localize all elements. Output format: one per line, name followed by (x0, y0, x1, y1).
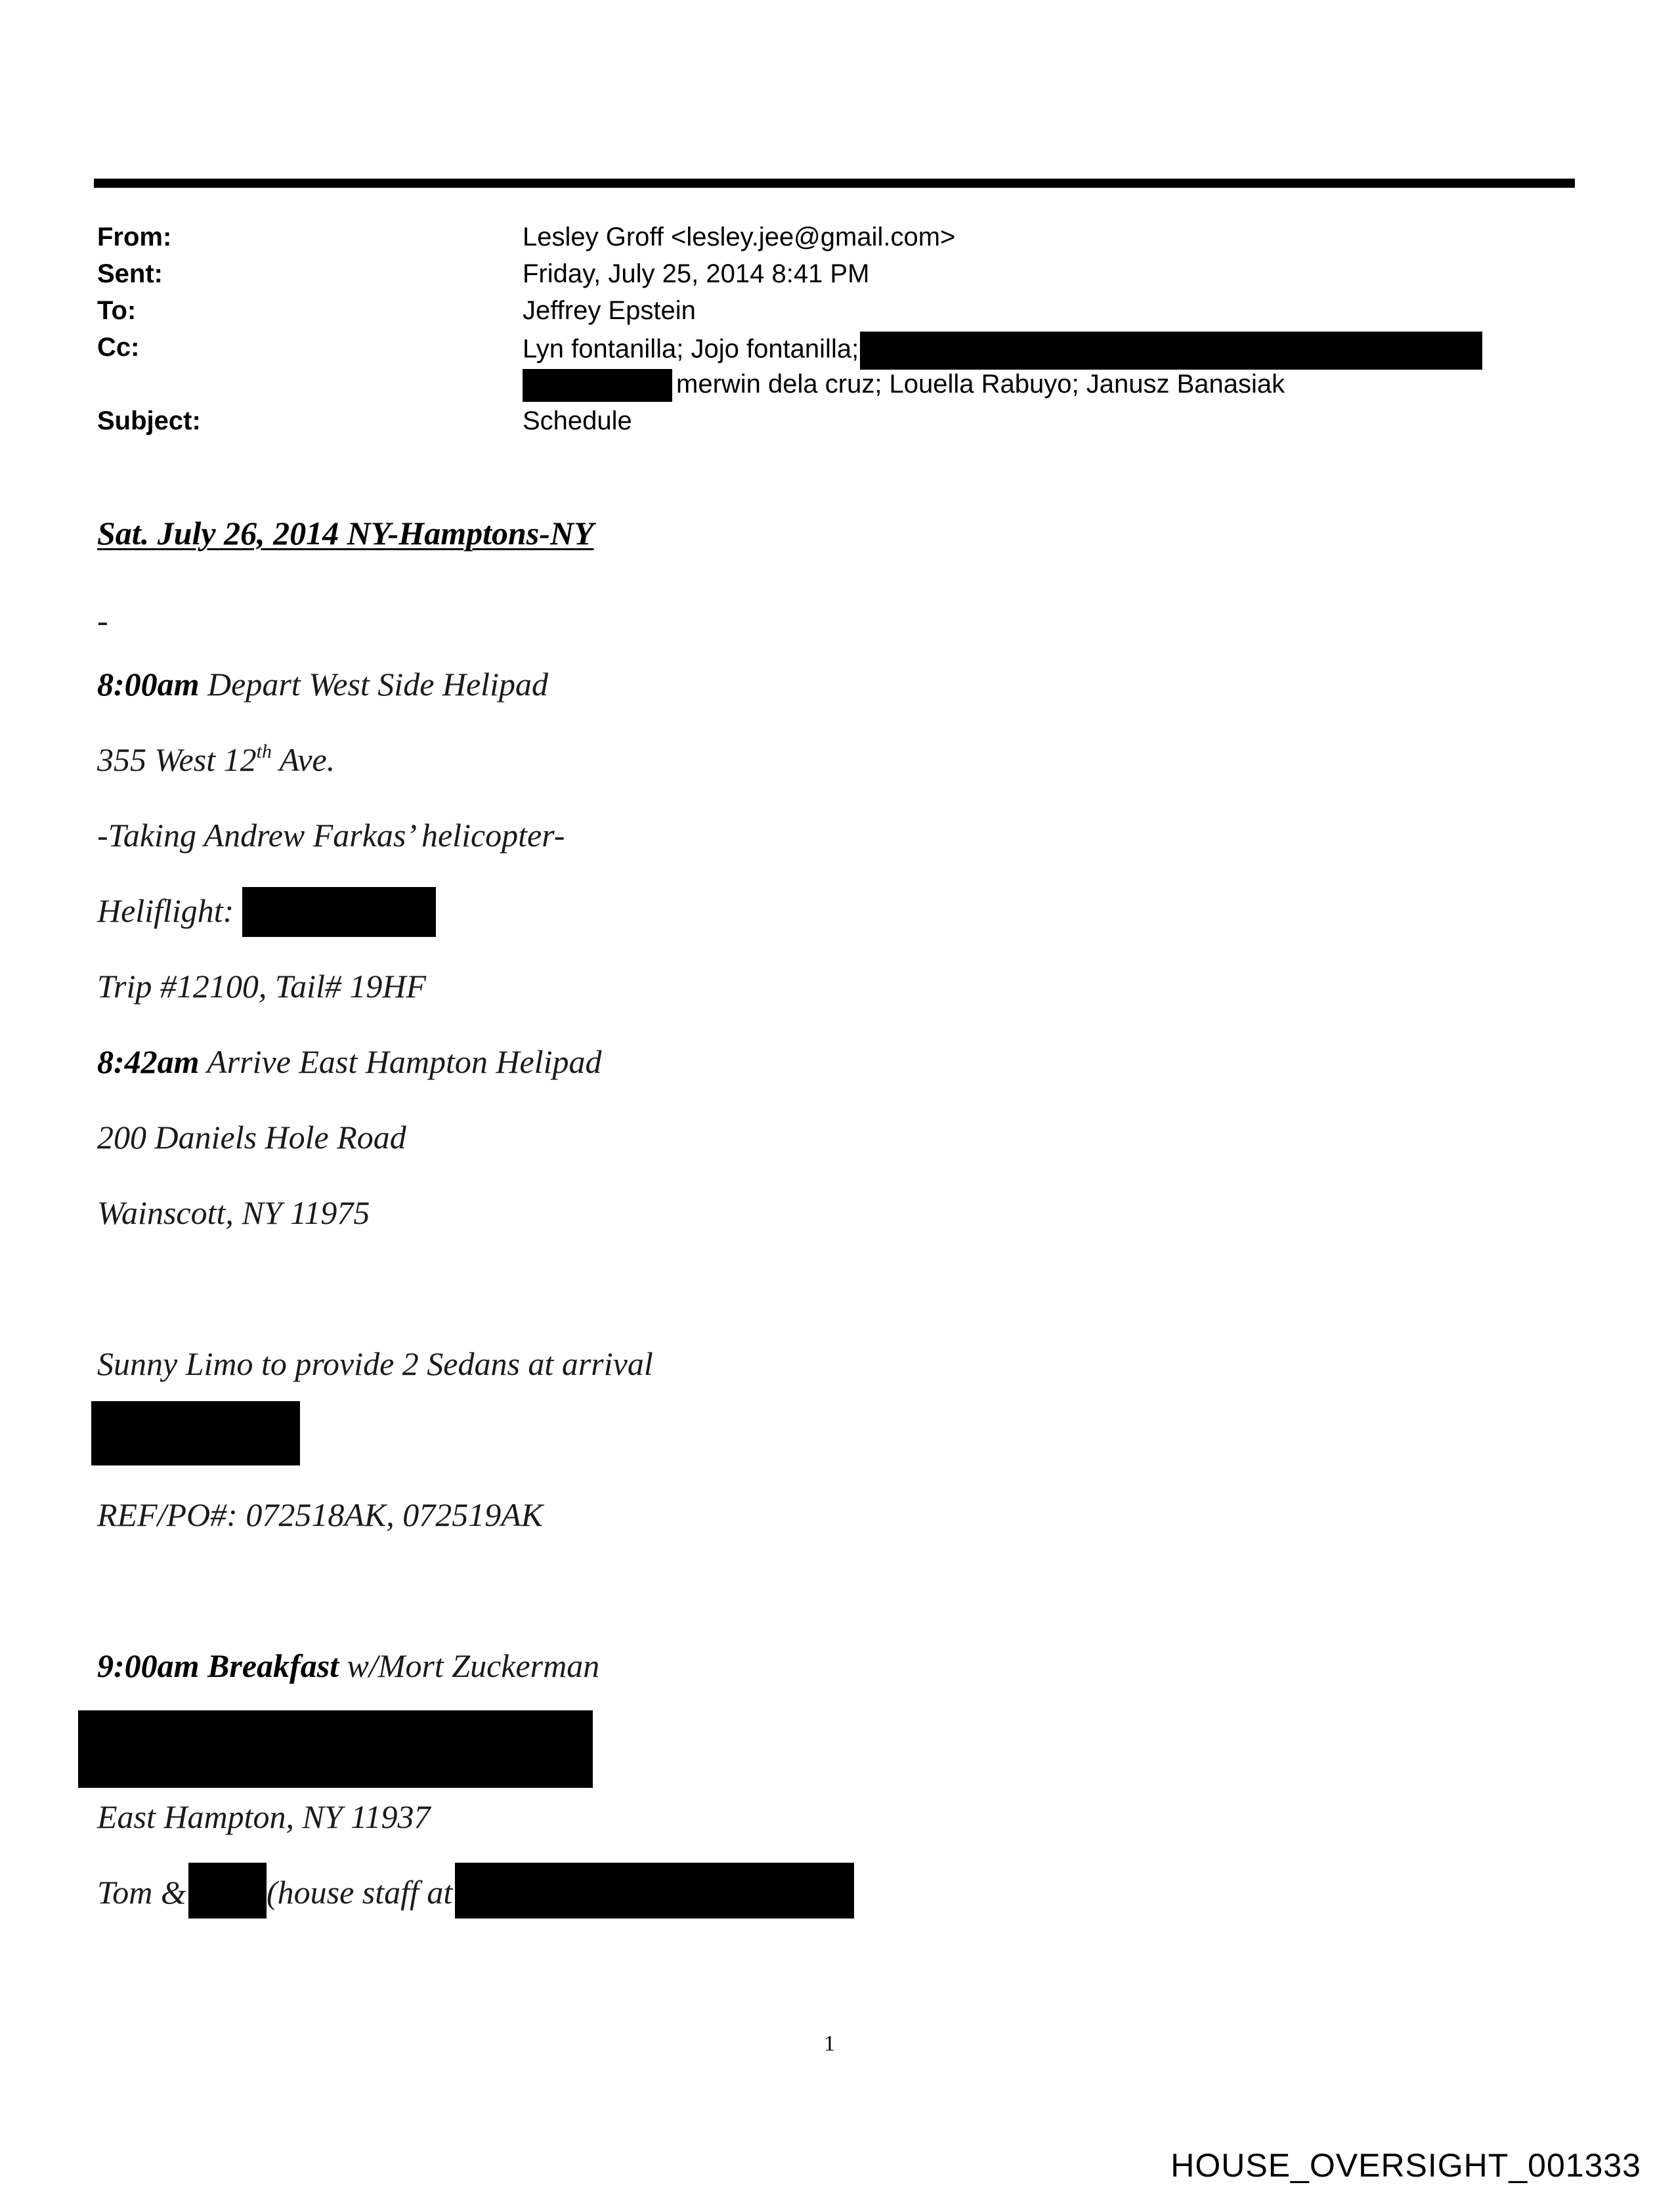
breakfast-line (97, 1646, 599, 1685)
helicopter-note: -Taking Andrew Farkas’ helicopter- (97, 817, 565, 854)
breakfast-city: East Hampton, NY 11937 (97, 1798, 431, 1835)
cc-label: Cc: (97, 333, 140, 362)
redaction-box (860, 332, 1482, 370)
redaction-box (78, 1710, 593, 1788)
arrive-address-1: 200 Daniels Hole Road (97, 1119, 406, 1156)
redaction-box (455, 1863, 854, 1919)
arrive-line (97, 1042, 601, 1081)
dash-line: - (97, 602, 108, 639)
from-value: Lesley Groff <lesley.jee@gmail.com> (523, 223, 956, 251)
heliflight-label: Heliflight: (97, 892, 234, 929)
cc-line-1 (523, 332, 1482, 370)
redaction-box (91, 1401, 300, 1465)
sent-value: Friday, July 25, 2014 8:41 PM (523, 259, 870, 288)
staff-line-start: Tom & (97, 1874, 186, 1911)
trip-info: Trip #12100, Tail# 19HF (97, 968, 427, 1005)
subject-label: Subject: (97, 406, 201, 435)
to-value: Jeffrey Epstein (523, 296, 696, 325)
depart-text: Depart West Side Helipad (207, 666, 548, 703)
arrive-text: Arrive East Hampton Helipad (207, 1043, 602, 1080)
address-text: 355 West 12 (97, 741, 257, 778)
cc-line-2 (523, 368, 1285, 402)
address-suffix: th (256, 741, 272, 762)
cc-names-continued: merwin dela cruz; Louella Rabuyo; Janusz Banasiak (676, 370, 1285, 399)
arrive-address-2: Wainscott, NY 11975 (97, 1194, 370, 1231)
arrive-time: 8:42am (97, 1043, 200, 1080)
breakfast-with: w/Mort Zuckerman (347, 1647, 600, 1684)
redaction-box (523, 369, 672, 402)
depart-time: 8:00am (97, 666, 200, 703)
cc-names: Lyn fontanilla; Jojo fontanilla; (523, 334, 859, 364)
header-rule (94, 179, 1575, 188)
sent-label: Sent: (97, 259, 163, 288)
ref-text: REF/PO#: 072518AK, 072519AK (97, 1496, 544, 1533)
schedule-heading: Sat. July 26, 2014 NY-Hamptons-NY (97, 515, 594, 552)
depart-line (97, 664, 548, 704)
redaction-box (188, 1863, 267, 1919)
breakfast-time: 9:00am (97, 1647, 200, 1684)
page-number: 1 (824, 2031, 835, 2056)
subject-value: Schedule (523, 406, 632, 435)
breakfast-label: Breakfast (207, 1647, 339, 1684)
heliflight-line (97, 891, 234, 930)
staff-line-end: (house staff at (267, 1874, 453, 1911)
limo-text: Sunny Limo to provide 2 Sedans at arrival (97, 1345, 653, 1382)
bates-number: HOUSE_OVERSIGHT_001333 (1170, 2147, 1641, 2184)
redaction-box (242, 887, 436, 937)
from-label: From: (97, 223, 172, 251)
address-text-end: Ave. (271, 741, 335, 778)
to-label: To: (97, 296, 137, 325)
depart-address (97, 740, 335, 779)
